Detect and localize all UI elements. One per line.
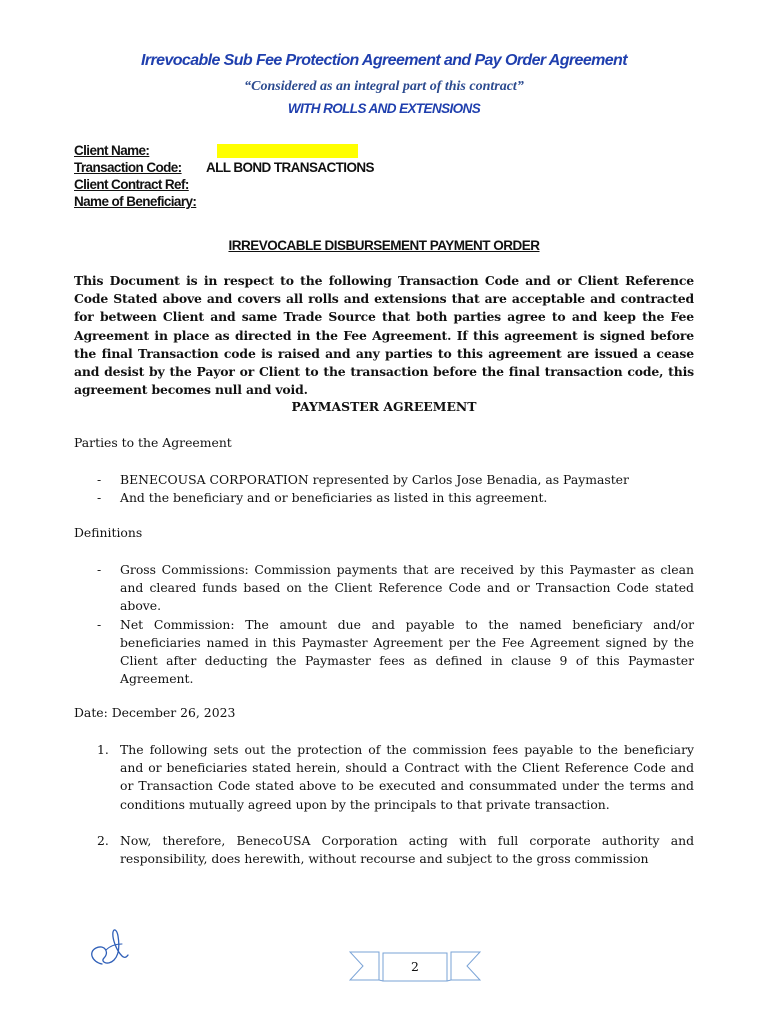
paymaster-heading: PAYMASTER AGREEMENT [291,399,477,414]
parties-list [97,471,694,507]
clause-item [97,832,694,868]
field-value: ALL BOND TRANSACTIONS [206,160,374,175]
clause-2 [97,832,694,868]
definitions-heading: Definitions [74,525,143,540]
clause-1 [97,741,694,814]
dash-marker: - [97,472,102,487]
agreement-title: Irrevocable Sub Fee Protection Agreement and Pay Order Agreement [141,52,627,69]
definitions-list [97,561,694,688]
list-item-text: Gross Commissions: Commission payments that are received by this Paymaster as clean and cleared funds based on the Client Reference Code and or Transaction Code stated above. [120,562,694,614]
list-item-text: BENECOUSA CORPORATION represented by Carlos Jose Benadia, as Paymaster [120,472,629,487]
field-label: Name of Beneficiary: [74,194,197,209]
rolls-extensions-heading: WITH ROLLS AND EXTENSIONS [287,101,481,116]
field-label: Transaction Code: [74,160,182,175]
agreement-date: Date: December 26, 2023 [74,705,236,720]
clause-text: The following sets out the protection of the commission fees payable to the beneficiary and or beneficiaries stated herein, should a Contract with the Client Reference Code and or Transaction Code stated above to be executed and consummated under the terms and conditions mutually agreed upon by the principals to that private transaction. [120,742,694,812]
clause-item [97,741,694,814]
list-item-text: Net Commission: The amount due and payable to the named beneficiary and/or beneficiaries named in this Paymaster Agreement per the Fee Agreement signed by the Client after deducting the Paymaster fees as defined in clause 9 of this Paymaster Agreement. [120,616,694,687]
field-label: Client Name: [74,143,150,158]
clause-text: Now, therefore, BenecoUSA Corporation acting with full corporate authority and responsibility, does herewith, without recourse and subject to the gross commission [120,833,694,867]
dash-marker: - [97,562,102,577]
parties-heading: Parties to the Agreement [74,435,232,450]
disbursement-heading: IRREVOCABLE DISBURSEMENT PAYMENT ORDER [228,238,540,253]
field-label: Client Contract Ref: [74,177,189,192]
list-item-text: And the beneficiary and or beneficiaries as listed in this agreement. [120,490,548,506]
list-item [97,616,694,689]
list-item [97,561,694,616]
intro-paragraph: This Document is in respect to the following Transaction Code and or Client Reference Code Stated above and covers all rolls and extensions that are acceptable and contracted for between Client and same Trade Source that both parties agree to and keep the Fee Agreement in place as directed in the Fee Agreement. If this agreement is signed before the final Transaction code is raised and any parties to this agreement are issued a cease and desist by the Payor or Client to the transaction before the final transaction code, this agreement becomes null and void. [74,273,694,398]
page-number: 2 [411,959,419,974]
clause-number: 1. [97,742,109,757]
dash-marker: - [97,490,102,506]
signature-icon [84,922,132,970]
clause-number: 2. [97,833,109,848]
list-item [97,471,694,489]
list-item [97,489,694,507]
client-name-highlight [217,144,358,158]
dash-marker: - [97,616,102,632]
agreement-subtitle: “Considered as an integral part of this contract” [244,79,524,94]
